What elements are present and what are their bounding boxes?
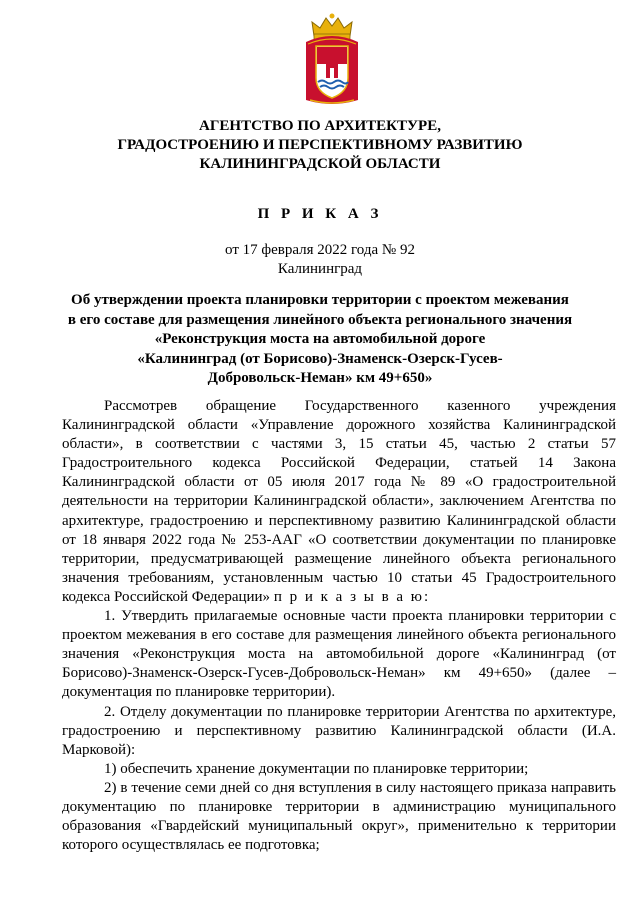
- agency-line-3: КАЛИНИНГРАДСКОЙ ОБЛАСТИ: [199, 156, 441, 172]
- order-city: Калининград: [277, 261, 363, 277]
- subject-line-4: «Калининград (от Борисово)-Знаменск-Озерск-Гусев-: [137, 350, 503, 367]
- preamble-text: Рассмотрев обращение Государственного казенного учреждения Калининградской области «Управление дорожного хозяйства Калининградской области», в соответствии с частями 3, 15 статьи 45, частью 2 статьи 57 Градостроительного кодекса Российской Федерации, статьей 14 Закона Калининградской области от 05 июля 2017 года № 89 «О градостроительной деятельности на территории Калининградской области», заключением Агентства по архитектуре, градостроению и перспективному развитию Калининградской области от 18 января 2022 года № 253-ААГ «О соответствии документации по планировке территории, предусматривающей размещение линейного объекта регионального значения требованиям, установленным частью 10 статьи 45 Градостроительного кодекса Российской Федерации»: [62, 398, 616, 605]
- agency-line-2: ГРАДОСТРОЕНИЮ И ПЕРСПЕКТИВНОМУ РАЗВИТИЮ: [117, 137, 523, 153]
- decree-word: п р и к а з ы в а ю:: [273, 588, 431, 605]
- kaliningrad-coat-of-arms-icon: [300, 12, 364, 108]
- subject-line-2: в его составе для размещения линейного объекта регионального значения: [67, 311, 573, 328]
- preamble-paragraph: [62, 397, 616, 607]
- item-2-paragraph: 2. Отделу документации по планировке территории Агентства по архитектуре, градостроению и перспективному развитию Калининградской области (И.А. Марковой):: [62, 703, 616, 758]
- order-date-block: [60, 241, 580, 279]
- subject-line-5: Добровольск-Неман» км 49+650»: [207, 370, 433, 386]
- item-2-2-paragraph: 2) в течение семи дней со дня вступления в силу настоящего приказа направить документацию по планировке территории в администрацию муниципального образования «Гвардейский муниципальный округ», применительно к территории которого осуществлялась ее подготовка;: [62, 779, 616, 854]
- order-date: от 17 февраля 2022 года № 92: [225, 242, 415, 258]
- item-2-1-paragraph: 1) обеспечить хранение документации по планировке территории;: [104, 760, 529, 777]
- agency-line-1: АГЕНТСТВО ПО АРХИТЕКТУРЕ,: [199, 118, 441, 134]
- document-type-title: П Р И К А З: [257, 206, 383, 222]
- subject-line-1: Об утверждении проекта планировки территории с проектом межевания: [71, 292, 569, 308]
- agency-name: [60, 117, 580, 174]
- subject-line-3: «Реконструкция моста на автомобильной дороге: [154, 331, 486, 347]
- order-subject: [62, 291, 578, 389]
- item-1-paragraph: 1. Утвердить прилагаемые основные части проекта планировки территории с проектом межевания в его составе для размещения линейного объекта регионального значения «Реконструкция моста на автомобильной дороге «Калининград (от Борисово)-Знаменск-Озерск-Гусев-Добровольск-Неман» км 49+650» (далее – документация по планировке территории).: [62, 608, 616, 701]
- order-body: [62, 397, 616, 855]
